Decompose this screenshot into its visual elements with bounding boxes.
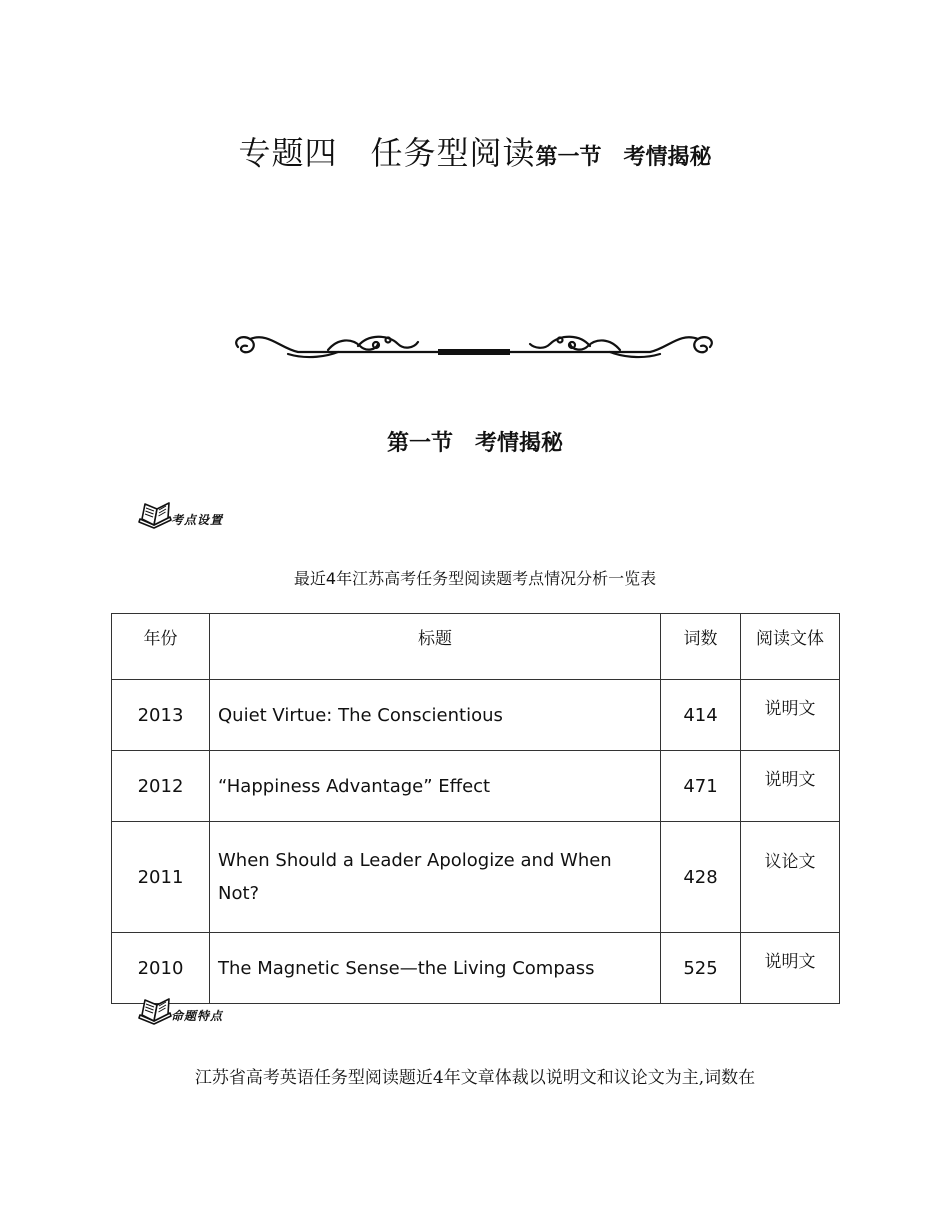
cell-genre: 说明文 — [741, 751, 840, 822]
cell-year: 2012 — [112, 751, 210, 822]
cell-title: Quiet Virtue: The Conscientious — [210, 680, 661, 751]
section-heading: 第一节 考情揭秘 — [386, 431, 563, 456]
table-row — [112, 680, 840, 751]
cell-words: 471 — [661, 751, 741, 822]
table-row — [112, 751, 840, 822]
cell-genre: 说明文 — [741, 933, 840, 1004]
cell-words: 414 — [661, 680, 741, 751]
cell-title: “Happiness Advantage” Effect — [210, 751, 661, 822]
cell-year: 2010 — [112, 933, 210, 1004]
table-header-row — [112, 614, 840, 680]
header-genre: 阅读文体 — [741, 614, 840, 680]
title-section: 第一节 考情揭秘 — [535, 145, 712, 170]
cell-title: When Should a Leader Apologize and When Not? — [210, 822, 661, 933]
page-title — [0, 128, 950, 174]
exam-table — [111, 613, 840, 1004]
tag-features — [137, 996, 223, 1026]
book-icon — [137, 500, 173, 530]
header-year: 年份 — [112, 614, 210, 680]
header-title: 标题 — [210, 614, 661, 680]
tag-label: 命题特点 — [171, 1009, 224, 1023]
ornament-divider-icon — [228, 330, 720, 364]
tag-label: 考点设置 — [171, 513, 224, 527]
cell-words: 428 — [661, 822, 741, 933]
cell-year: 2013 — [112, 680, 210, 751]
cell-year: 2011 — [112, 822, 210, 933]
cell-title: The Magnetic Sense—the Living Compass — [210, 933, 661, 1004]
body-paragraph: 江苏省高考英语任务型阅读题近4年文章体裁以说明文和议论文为主,词数在 — [194, 1068, 756, 1088]
table-caption: 最近4年江苏高考任务型阅读题考点情况分析一览表 — [293, 569, 657, 588]
cell-genre: 说明文 — [741, 680, 840, 751]
tag-exam-points — [137, 500, 223, 530]
header-words: 词数 — [661, 614, 741, 680]
book-icon — [137, 996, 173, 1026]
title-main: 专题四 任务型阅读 — [238, 134, 536, 172]
cell-genre: 议论文 — [741, 822, 840, 933]
table-row — [112, 822, 840, 933]
table-row — [112, 933, 840, 1004]
cell-words: 525 — [661, 933, 741, 1004]
